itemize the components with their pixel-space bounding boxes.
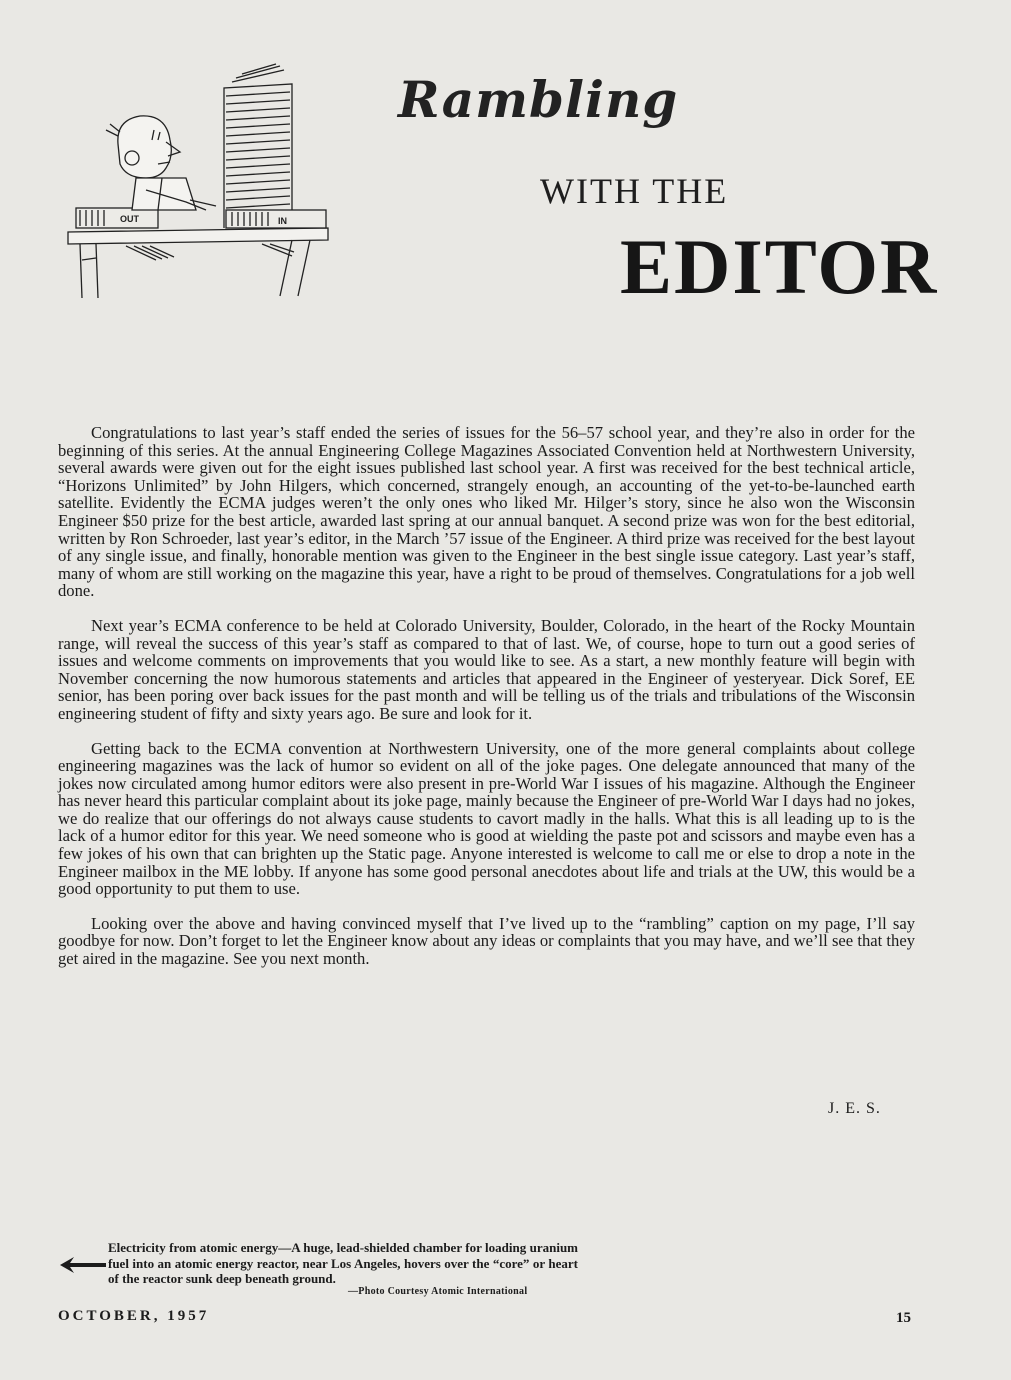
paragraph: Congratulations to last year’s staff ended the series of issues for the 56–57 school year, and they’re also in order for the beginning of this series. At the annual Engineering College Magazines Associated Convention held at Northwestern University, several awards were given out for the eight issues published last school year. A first was received for the best technical article, “Horizons Unlimited” by John Hilgers, which concerned, strangely enough, an accounting of the yet-to-be-launched earth satellite. Evidently the ECMA judges weren’t the only ones who liked Mr. Hilger’s story, since he also won the Wisconsin Engineer $50 prize for the best article, awarded last spring at our annual banquet. A second prize was won for the best editorial, written by Ron Schroeder, last year’s editor, in the March ’57 issue of the Engineer. A third prize was received for the best layout of any single issue, and finally, honorable mention was given to the Engineer in the best single issue category. Last year’s staff, many of whom are still working on the magazine this year, have a right to be proud of themselves. Congratulations for a job well done.: [58, 423, 915, 601]
editor-desk-cartoon: [66, 60, 336, 305]
paragraph: Next year’s ECMA conference to be held at Colorado University, Boulder, Colorado, in the heart of the Rocky Mountain range, will reveal the success of this year’s staff as compared to that of last. We, of course, hope to turn out a good series of issues and welcome comments on improvements that you would like to see. As a start, a new monthly feature will begin with November concerning the now humorous statements and articles that appeared in the Engineer of yesteryear. Dick Soref, EE senior, has been poring over back issues for the past month and will be telling us of the trials and tribulations of the Wisconsin engineering student of fifty and sixty years ago. Be sure and look for it.: [58, 615, 915, 723]
issue-date: OCTOBER, 1957: [58, 1308, 210, 1324]
arrow-left-icon: [58, 1255, 108, 1275]
tray-label-in: IN: [278, 216, 287, 226]
title-editor: EDITOR: [620, 223, 939, 310]
photo-caption: Electricity from atomic energy—A huge, lead-shielded chamber for loading uranium fuel into an atomic energy reactor, near Los Angeles, hovers over the “core” or heart of the reactor sunk deep beneath ground.: [108, 1240, 578, 1286]
tray-label-out: OUT: [120, 214, 139, 224]
photo-credit: —Photo Courtesy Atomic International: [348, 1286, 528, 1297]
paragraph: Looking over the above and having convinced myself that I’ve lived up to the “rambling” caption on my page, I’ll say goodbye for now. Don’t forget to let the Engineer know about any ideas or complaints that you may have, and we’ll see that they get aired in the magazine. See you next month.: [58, 913, 915, 969]
editor-figure-icon: [106, 116, 216, 210]
signature: J. E. S.: [828, 1100, 881, 1117]
paper-stack-icon: [224, 64, 292, 228]
title-with-the: WITH THE: [540, 171, 729, 211]
paragraph: Getting back to the ECMA convention at Northwestern University, one of the more general complaints about college engineering magazines was the lack of humor so evident on all of the joke pages. One delegate announced that many of the jokes now circulated among humor editors were also present in pre-World War I issues of his magazine. Although the Engineer has never heard this particular complaint about its joke page, mainly because the Engineer of pre-World War I days had no jokes, we do realize that our offerings do not always cause students to cavort madly in the halls. What this is all leading up to is the lack of a humor editor for this year. We need someone who is good at wielding the paste pot and scissors and maybe even has a few jokes of his own that can brighten up the Static page. Anyone interested is welcome to call me or else to drop a note in the Engineer mailbox in the ME lobby. If anyone has some good personal anecdotes about life and trials at the UW, this would be a good opportunity to put them to use.: [58, 738, 915, 899]
title-rambling: Rambling: [398, 70, 679, 129]
editorial-body: [58, 424, 915, 985]
page-number: 15: [896, 1310, 911, 1326]
